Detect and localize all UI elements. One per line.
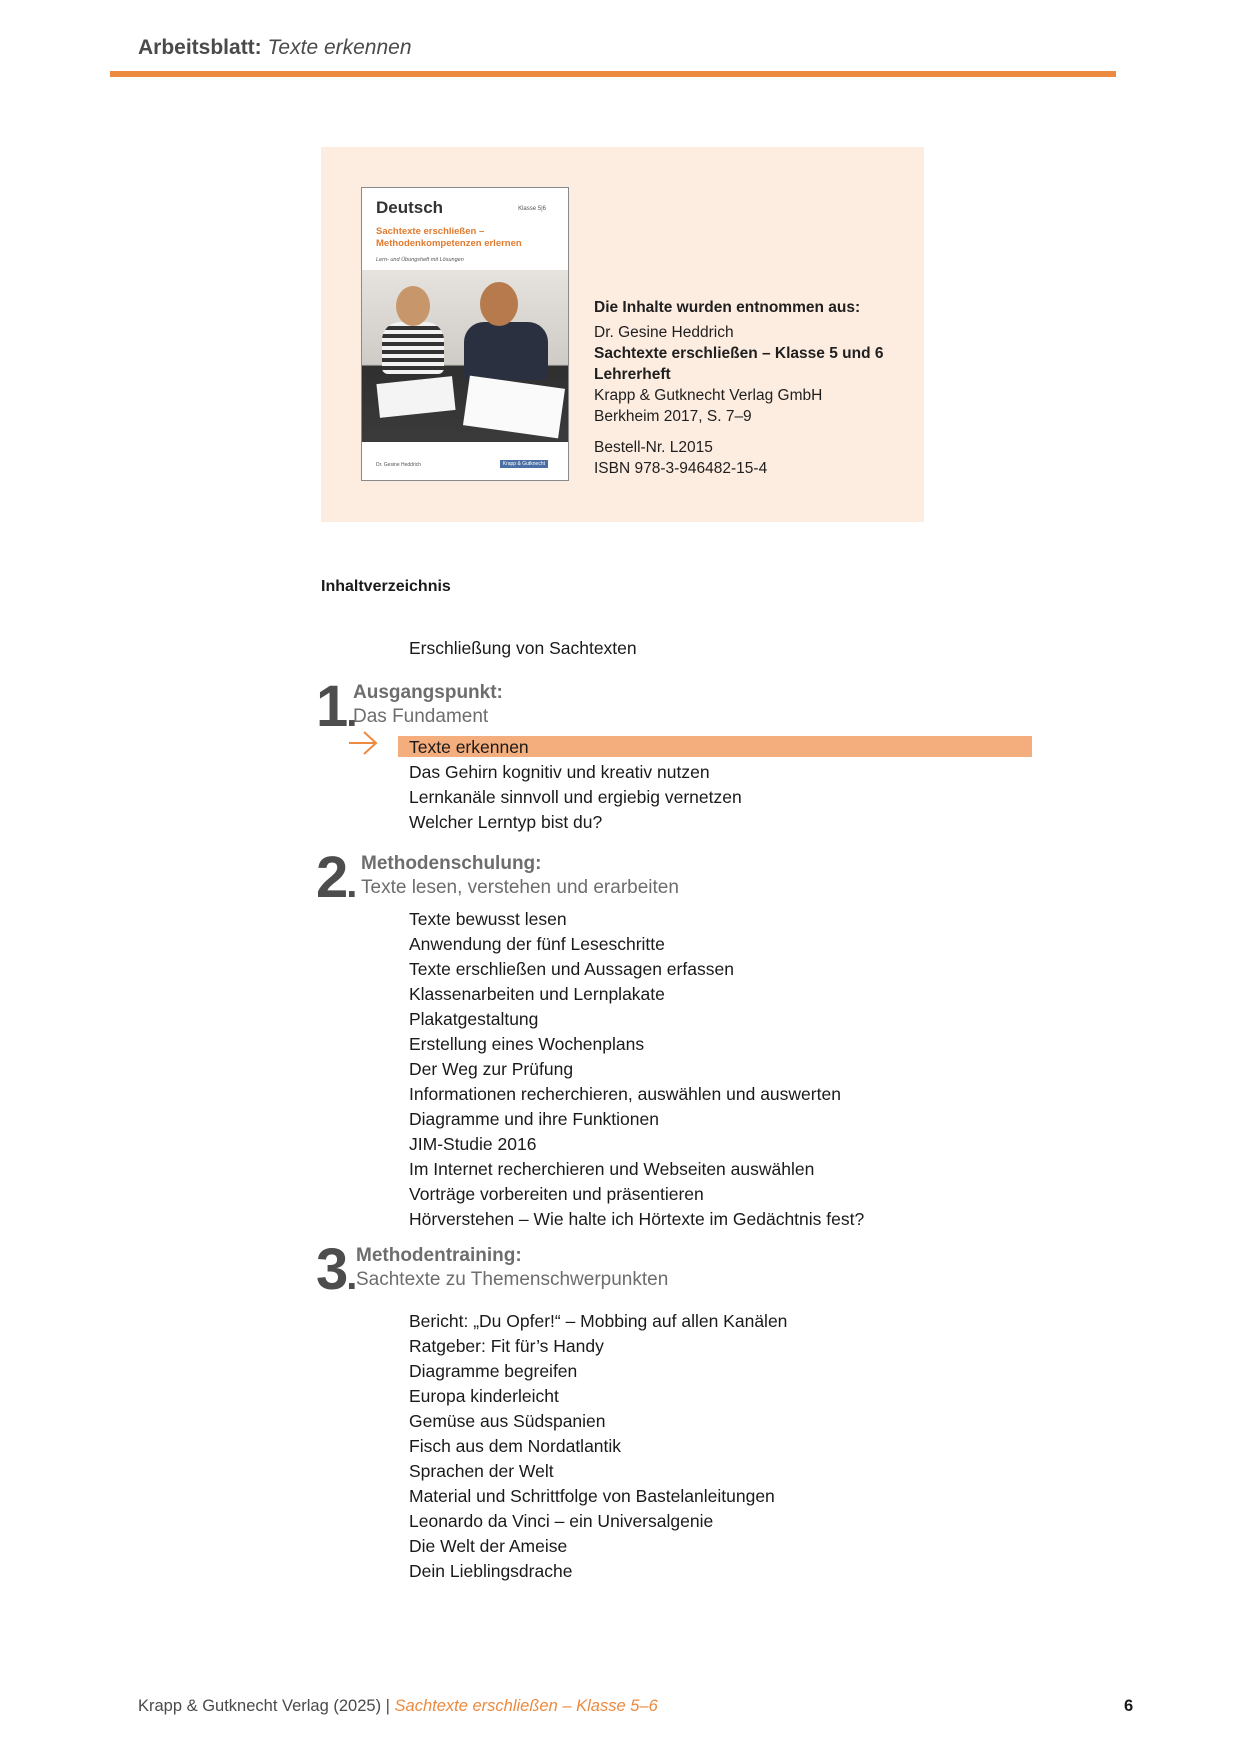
toc-item: Bericht: „Du Opfer!“ – Mobbing auf allen Kanälen	[409, 1311, 788, 1331]
toc-item: Diagramme und ihre Funktionen	[409, 1109, 659, 1129]
page-number: 6	[1124, 1697, 1134, 1715]
worksheet-title	[138, 36, 412, 60]
toc-intro-item: Erschließung von Sachtexten	[409, 638, 637, 658]
toc-item: Ratgeber: Fit für’s Handy	[409, 1336, 604, 1356]
toc-item: Leonardo da Vinci – ein Universalgenie	[409, 1511, 714, 1531]
section-title: Methodentraining:	[356, 1245, 522, 1266]
arrow-right-icon	[347, 728, 379, 758]
cover-author: Dr. Gesine Heddrich	[376, 462, 422, 468]
section-number: 1.	[316, 674, 356, 739]
toc-item: Texte erschließen und Aussagen erfassen	[409, 959, 734, 979]
toc-item: Plakatgestaltung	[409, 1009, 539, 1029]
source-place-year: Berkheim 2017, S. 7–9	[594, 408, 752, 425]
child-figure	[382, 322, 444, 374]
toc-item: Im Internet recherchieren und Webseiten auswählen	[409, 1159, 815, 1179]
child-figure	[396, 286, 430, 326]
publisher-logo: Krapp & Gutknecht	[500, 460, 548, 468]
toc-item: Der Weg zur Prüfung	[409, 1059, 574, 1079]
toc-item: Das Gehirn kognitiv und kreativ nutzen	[409, 762, 710, 782]
worksheet-label: Arbeitsblatt:	[138, 36, 262, 59]
toc-item: Fisch aus dem Nordatlantik	[409, 1436, 622, 1456]
section-number-digit: 3	[316, 1237, 347, 1302]
toc-item: Diagramme begreifen	[409, 1361, 578, 1381]
child-figure	[464, 322, 548, 380]
cover-subtitle: Lern- und Übungsheft mit Lösungen	[376, 257, 464, 263]
toc-item: Welcher Lerntyp bist du?	[409, 812, 603, 832]
toc-item: Sprachen der Welt	[409, 1461, 554, 1481]
source-author: Dr. Gesine Heddrich	[594, 324, 734, 341]
section-number-digit: 2	[316, 845, 347, 910]
section-number-digit: 1	[316, 674, 347, 739]
paper-sheet	[463, 376, 565, 439]
source-order-number: Bestell-Nr. L2015	[594, 439, 713, 456]
footer-publisher: Krapp & Gutknecht Verlag (2025) |	[138, 1697, 390, 1715]
section-number: 3.	[316, 1237, 356, 1302]
toc-item: Hörverstehen – Wie halte ich Hörtexte im Gedächtnis fest?	[409, 1209, 865, 1229]
toc-item: Material und Schrittfolge von Bastelanleitungen	[409, 1486, 775, 1506]
toc-item: Klassenarbeiten und Lernplakate	[409, 984, 665, 1004]
cover-photo	[362, 270, 568, 442]
book-cover-image	[361, 187, 569, 481]
cover-title: Sachtexte erschließen – Methodenkompetenzen erlernen	[376, 226, 522, 249]
paper-sheet	[376, 376, 455, 418]
footer-credit	[138, 1697, 658, 1716]
worksheet-topic: Texte erkennen	[267, 36, 412, 59]
source-isbn: ISBN 978-3-946482-15-4	[594, 460, 768, 477]
section-subtitle: Das Fundament	[353, 706, 489, 727]
section-subtitle: Texte lesen, verstehen und erarbeiten	[361, 877, 679, 898]
source-intro: Die Inhalte wurden entnommen aus:	[594, 299, 861, 316]
header-rule	[110, 71, 1116, 77]
toc-item: Europa kinderleicht	[409, 1386, 559, 1406]
toc-item: Anwendung der fünf Leseschritte	[409, 934, 665, 954]
source-info-box	[321, 147, 924, 522]
child-figure	[480, 282, 518, 326]
footer-series: Sachtexte erschließen – Klasse 5–6	[394, 1697, 658, 1715]
source-book-title: Sachtexte erschließen – Klasse 5 und 6	[594, 345, 884, 362]
toc-item: Informationen recherchieren, auswählen und auswerten	[409, 1084, 841, 1104]
section-number: 2.	[316, 845, 356, 910]
section-subtitle: Sachtexte zu Themenschwerpunkten	[356, 1269, 669, 1290]
source-publisher: Krapp & Gutknecht Verlag GmbH	[594, 387, 823, 404]
toc-item: Die Welt der Ameise	[409, 1536, 568, 1556]
toc-item: Gemüse aus Südspanien	[409, 1411, 606, 1431]
toc-item: Lernkanäle sinnvoll und ergiebig vernetzen	[409, 787, 742, 807]
toc-item: Vorträge vorbereiten und präsentieren	[409, 1184, 704, 1204]
source-edition: Lehrerheft	[594, 366, 671, 383]
toc-heading: Inhaltverzeichnis	[321, 578, 451, 595]
toc-item: Dein Lieblingsdrache	[409, 1561, 573, 1581]
toc-item: JIM-Studie 2016	[409, 1134, 537, 1154]
toc-item: Erstellung eines Wochenplans	[409, 1034, 645, 1054]
toc-item: Texte bewusst lesen	[409, 909, 567, 929]
cover-subject: Deutsch	[376, 198, 444, 217]
section-title: Methodenschulung:	[361, 853, 542, 874]
section-title: Ausgangspunkt:	[353, 682, 503, 703]
cover-grade: Klasse 5|6	[518, 206, 546, 212]
source-citation	[594, 297, 914, 479]
toc-item-current: Texte erkennen	[409, 737, 529, 757]
